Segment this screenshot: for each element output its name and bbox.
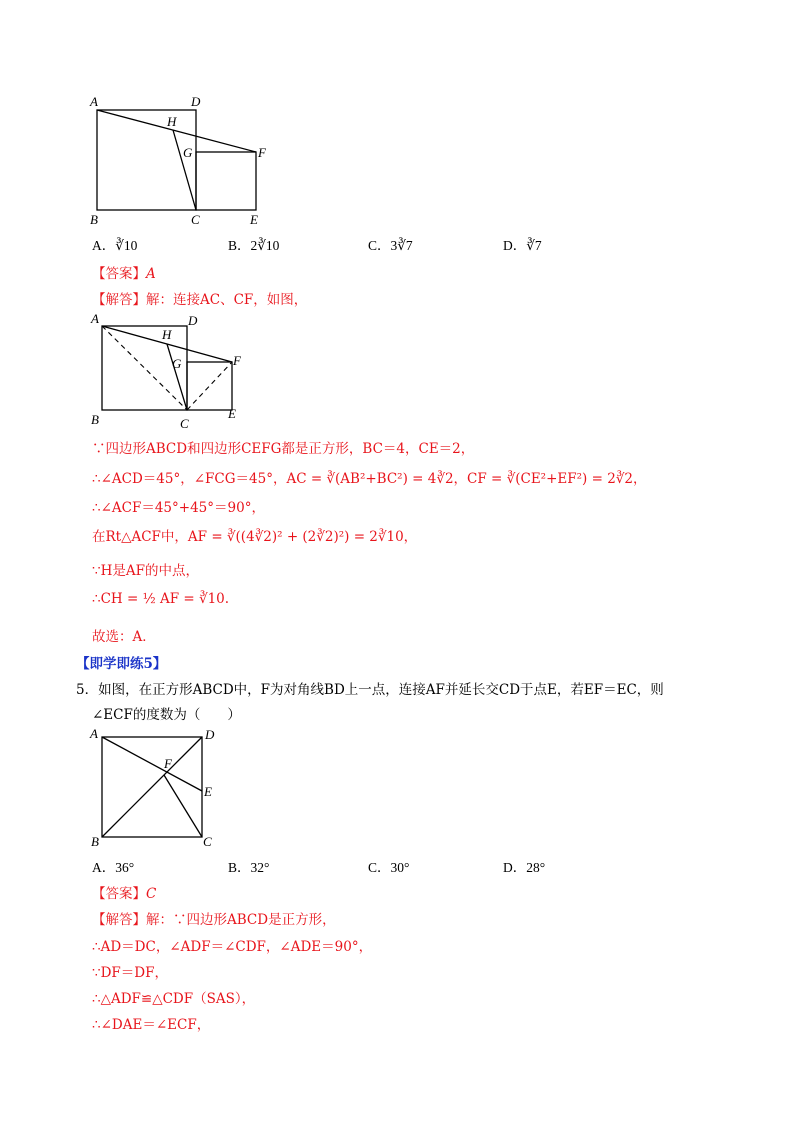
label-F: F [233,353,241,368]
q5-option-d: D．28° [503,860,546,875]
q4-option-c: C．3∛7 [368,238,413,253]
answer-value: A [146,266,156,282]
q5-stem-line-2: ∠ECF的度数为（ ） [92,707,241,723]
q4-figure-2 [85,310,260,430]
solution-label: 【解答】 [92,912,146,928]
q4-line-6: ∴CH = ½ AF = ∛10. [92,591,230,607]
label-B: B [91,834,99,849]
label-G: G [183,145,193,160]
label-D: D [205,727,215,742]
label-A: A [91,311,99,326]
label-B: B [91,412,99,427]
label-A: A [90,94,98,109]
label-E: E [228,406,236,421]
label-C: C [203,834,212,849]
label-H: H [167,114,177,129]
q4-line-7: 故选：A． [92,629,156,645]
label-C: C [191,212,200,227]
label-C: C [180,416,189,430]
answer-value: C [146,886,157,902]
q5-option-c: C．30° [368,860,410,875]
label-B: B [90,212,98,227]
q5-option-a: A．36° [92,860,135,875]
solution-intro: 解：连接AC、CF，如图， [146,292,308,308]
label-E: E [204,784,212,799]
q5-solution-intro [92,908,336,928]
answer-label: 【答案】 [92,266,146,282]
q5-stem-line-1: 5．如图，在正方形ABCD中，F为对角线BD上一点，连接AF并延长交CD于点E，若EF＝EC，则 [76,682,664,698]
label-F: F [258,145,266,160]
q5-line-3: ∴△ADF≌△CDF（SAS）， [92,991,256,1007]
q5-answer [92,882,156,902]
label-A: A [90,726,98,741]
label-D: D [191,94,201,109]
section-header: 【即学即练5】 [76,656,167,672]
q4-option-d: D．∛7 [503,238,542,253]
q4-solution-intro [92,288,307,308]
solution-intro: 解：∵四边形ABCD是正方形， [146,912,336,928]
q4-line-1: ∵四边形ABCD和四边形CEFG都是正方形，BC＝4，CE＝2， [92,441,475,457]
q4-line-4: 在Rt△ACF中，AF = ∛((4∛2)² + (2∛2)²) = 2∛10， [92,529,418,545]
label-E: E [250,212,258,227]
q4-option-a: A．∛10 [92,238,138,253]
solution-label: 【解答】 [92,292,146,308]
q4-line-5: ∵H是AF的中点， [92,563,199,579]
q4-line-2: ∴∠ACD＝45°，∠FCG＝45°，AC = ∛(AB²+BC²) = 4∛2，CF = ∛(CE²+EF²) = 2∛2， [92,471,647,487]
q4-line-3: ∴∠ACF＝45°+45°＝90°， [92,500,265,516]
q5-line-2: ∵DF＝DF， [92,965,168,981]
q4-answer [92,262,156,282]
label-F: F [164,756,172,771]
q4-figure-1 [85,90,285,230]
label-D: D [188,313,198,328]
q5-option-b: B．32° [228,860,270,875]
q5-figure [85,725,225,850]
label-H: H [162,327,172,342]
label-G: G [172,356,182,371]
q4-option-b: B．2∛10 [228,238,280,253]
q5-line-1: ∴AD＝DC，∠ADF＝∠CDF，∠ADE＝90°， [92,939,373,955]
q5-line-4: ∴∠DAE＝∠ECF， [92,1017,211,1033]
answer-label: 【答案】 [92,886,146,902]
